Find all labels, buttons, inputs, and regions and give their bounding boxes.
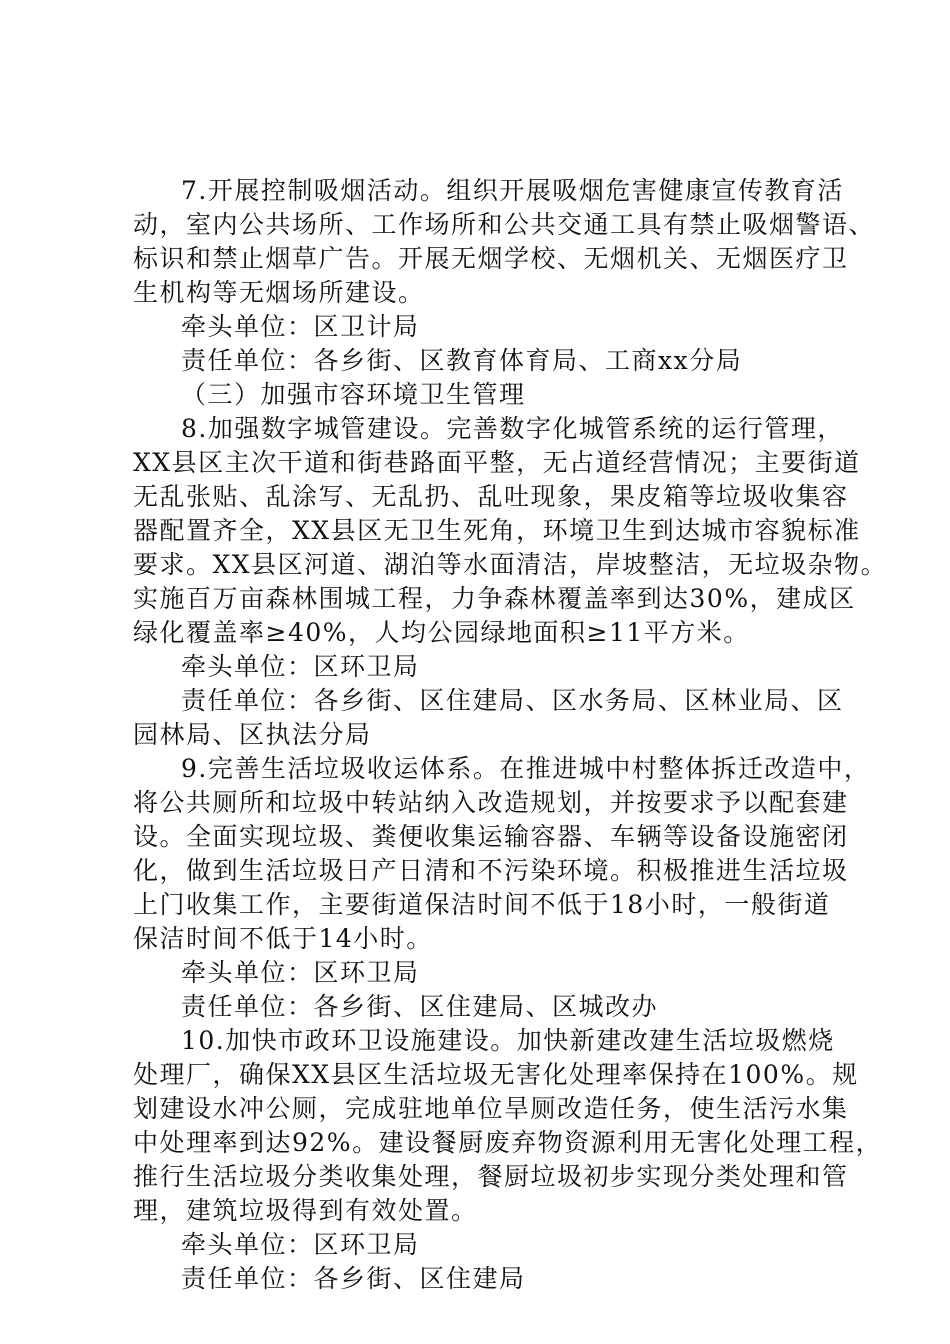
paragraph-9-line-4: 化，做到生活垃圾日产日清和不污染环境。积极推进生活垃圾 xyxy=(133,856,849,885)
responsible-unit-10: 责任单位：各乡街、区住建局 xyxy=(181,1264,526,1293)
paragraph-7-line-2: 动，室内公共场所、工作场所和公共交通工具有禁止吸烟警语、 xyxy=(133,210,876,239)
paragraph-8-line-7: 绿化覆盖率≥40%，人均公园绿地面积≥11平方米。 xyxy=(133,618,750,647)
paragraph-7-line-3: 标识和禁止烟草广告。开展无烟学校、无烟机关、无烟医疗卫 xyxy=(133,244,849,273)
responsible-unit-8-line-1: 责任单位：各乡街、区住建局、区水务局、区林业局、区 xyxy=(181,686,844,715)
lead-unit-7: 牵头单位：区卫计局 xyxy=(181,312,420,341)
paragraph-10-line-1: 10.加快市政环卫设施建设。加快新建改建生活垃圾燃烧 xyxy=(181,1026,835,1055)
paragraph-8-line-2: XX县区主次干道和街巷路面平整，无占道经营情况；主要街道 xyxy=(133,448,861,477)
paragraph-10-line-4: 中处理率到达92%。建设餐厨废弃物资源利用无害化处理工程， xyxy=(133,1128,883,1157)
paragraph-7-line-4: 生机构等无烟场所建设。 xyxy=(133,278,425,307)
paragraph-9-line-2: 将公共厕所和垃圾中转站纳入改造规划，并按要求予以配套建 xyxy=(133,788,849,817)
responsible-unit-7: 责任单位：各乡街、区教育体育局、工商xx分局 xyxy=(181,346,743,375)
paragraph-8-line-1: 8.加强数字城管建设。完善数字化城管系统的运行管理， xyxy=(181,414,844,443)
paragraph-10-line-5: 推行生活垃圾分类收集处理，餐厨垃圾初步实现分类处理和管 xyxy=(133,1162,849,1191)
paragraph-8-line-5: 要求。XX县区河道、湖泊等水面清洁，岸坡整洁，无垃圾杂物。 xyxy=(133,550,888,579)
paragraph-9-line-6: 保洁时间不低于14小时。 xyxy=(133,924,433,953)
paragraph-10-line-3: 划建设水冲公厕，完成驻地单位旱厕改造任务，使生活污水集 xyxy=(133,1094,849,1123)
paragraph-8-line-4: 器配置齐全，XX县区无卫生死角，环境卫生到达城市容貌标准 xyxy=(133,516,861,545)
paragraph-7-line-1: 7.开展控制吸烟活动。组织开展吸烟危害健康宣传教育活 xyxy=(181,176,844,205)
paragraph-9-line-5: 上门收集工作，主要街道保洁时间不低于18小时，一般街道 xyxy=(133,890,831,919)
lead-unit-9: 牵头单位：区环卫局 xyxy=(181,958,420,987)
responsible-unit-8-line-2: 园林局、区执法分局 xyxy=(133,720,372,749)
paragraph-8-line-6: 实施百万亩森林围城工程，力争森林覆盖率到达30%，建成区 xyxy=(133,584,856,613)
lead-unit-8: 牵头单位：区环卫局 xyxy=(181,652,420,681)
paragraph-9-line-1: 9.完善生活垃圾收运体系。在推进城中村整体拆迁改造中， xyxy=(181,754,871,783)
lead-unit-10: 牵头单位：区环卫局 xyxy=(181,1230,420,1259)
paragraph-8-line-3: 无乱张贴、乱涂写、无乱扔、乱吐现象，果皮箱等垃圾收集容 xyxy=(133,482,849,511)
paragraph-10-line-2: 处理厂，确保XX县区生活垃圾无害化处理率保持在100%。规 xyxy=(133,1060,859,1089)
section-heading-3: （三）加强市容环境卫生管理 xyxy=(181,380,526,409)
responsible-unit-9: 责任单位：各乡街、区住建局、区城改办 xyxy=(181,992,659,1021)
paragraph-9-line-3: 设。全面实现垃圾、粪便收集运输容器、车辆等设备设施密闭 xyxy=(133,822,849,851)
paragraph-10-line-6: 理，建筑垃圾得到有效处置。 xyxy=(133,1196,478,1225)
